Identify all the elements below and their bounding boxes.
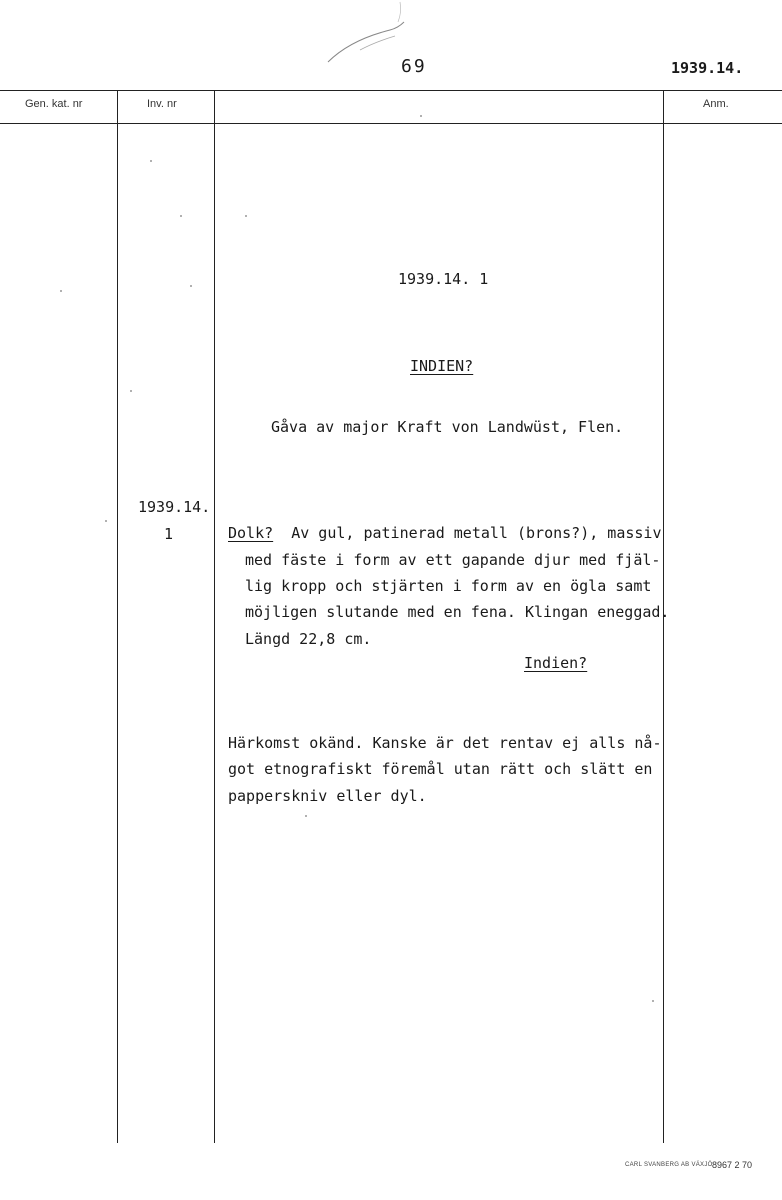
catalog-id: 1939.14. (671, 59, 744, 77)
page-number: 69 (401, 56, 427, 77)
scan-speck (130, 390, 132, 392)
form-code: 8967 2 70 (712, 1160, 753, 1170)
column-label-anm: Anm. (703, 98, 729, 110)
scan-speck (190, 285, 192, 287)
scan-speck (245, 215, 247, 217)
pencil-mark (320, 0, 410, 70)
scan-speck (420, 115, 422, 117)
entry-title: 1939.14. 1 (398, 270, 489, 288)
printer-imprint: CARL SVANBERG AB VÄXJÖ (625, 1162, 713, 1168)
scan-speck (105, 520, 107, 522)
description-line: med fäste i form av ett gapande djur med fjäl- (245, 551, 661, 569)
inventory-number-line-1: 1939.14. (138, 498, 211, 516)
scan-speck (652, 1000, 654, 1002)
description-text: Av gul, patinerad metall (brons?), massiv (291, 524, 662, 542)
column-label-inv-nr: Inv. nr (147, 98, 177, 110)
scan-speck (60, 290, 62, 292)
donor-line: Gåva av major Kraft von Landwüst, Flen. (271, 418, 624, 436)
inventory-number-line-2: 1 (164, 525, 174, 543)
object-name: Dolk? (228, 524, 274, 542)
description-line: lig kropp och stjärten i form av en ögla samt (245, 577, 652, 595)
region-heading: INDIEN? (410, 357, 474, 375)
column-divider-1 (117, 90, 118, 1143)
scan-speck (150, 160, 152, 162)
column-label-gen-kat-nr: Gen. kat. nr (25, 98, 83, 110)
place-of-origin: Indien? (524, 654, 588, 672)
description-line (228, 524, 661, 542)
column-divider-2 (214, 90, 215, 1143)
note-line: papperskniv eller dyl. (228, 787, 427, 805)
note-line: Härkomst okänd. Kanske är det rentav ej alls nå- (228, 734, 662, 752)
description-line: möjligen slutande med en fena. Klingan eneggad. (245, 603, 670, 621)
scan-speck (180, 215, 182, 217)
description-line: Längd 22,8 cm. (245, 630, 372, 648)
note-line: got etnografiskt föremål utan rätt och slätt en (228, 760, 653, 778)
scan-speck (305, 815, 307, 817)
